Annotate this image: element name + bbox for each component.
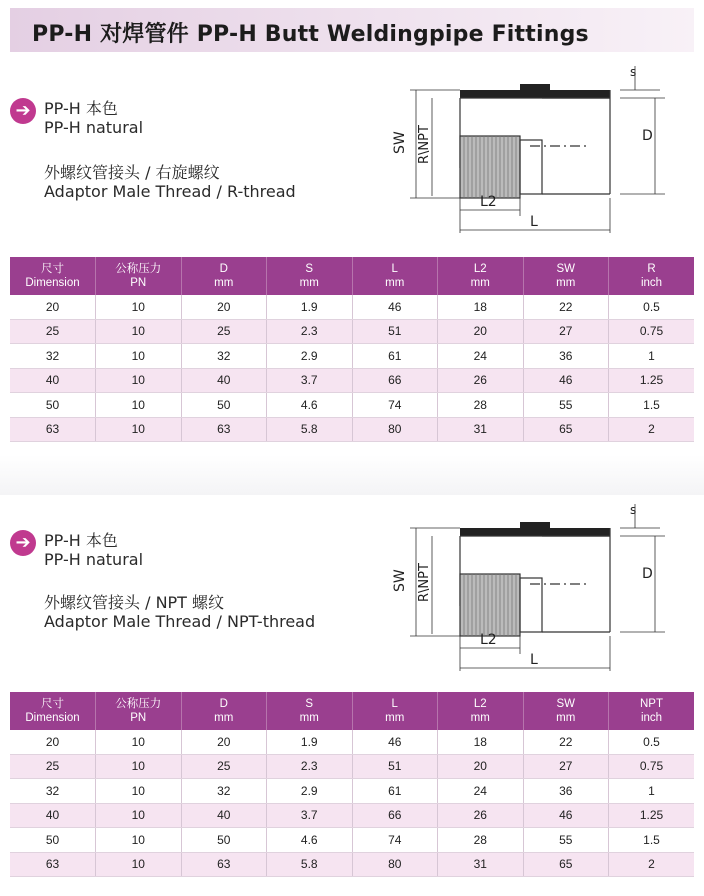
- table-cell: 1.25: [609, 368, 695, 393]
- section-2-s-label: s: [630, 503, 637, 517]
- section-2-sw-label: SW: [392, 569, 408, 592]
- section-2-product-cn: 外螺纹管接头 / NPT 螺纹: [44, 593, 225, 612]
- column-header-unit: Dimension: [25, 277, 80, 289]
- section-2-d-label: D: [642, 566, 653, 582]
- table-row: [10, 852, 694, 877]
- table-cell: 55: [523, 393, 609, 418]
- column-header: [10, 257, 96, 295]
- column-header-name: 公称压力: [115, 263, 162, 275]
- table-cell: 80: [352, 417, 438, 442]
- column-header: [438, 692, 524, 730]
- table-cell: 10: [96, 779, 182, 804]
- section-divider: [0, 455, 704, 495]
- column-header-unit: mm: [470, 277, 490, 289]
- table-cell: 4.6: [267, 828, 353, 853]
- table-cell: 25: [10, 319, 96, 344]
- table-cell: 20: [10, 730, 96, 754]
- table-cell: 25: [181, 754, 267, 779]
- table-cell: 1.9: [267, 295, 353, 319]
- section-2-l2-label: L2: [480, 632, 497, 648]
- table-cell: 10: [96, 319, 182, 344]
- table-cell: 5.8: [267, 852, 353, 877]
- table-row: [10, 319, 694, 344]
- table-cell: 32: [10, 344, 96, 369]
- column-header-unit: mm: [556, 277, 576, 289]
- table-cell: 2.3: [267, 754, 353, 779]
- column-header-name: 公称压力: [115, 698, 162, 710]
- table-cell: 10: [96, 803, 182, 828]
- table-cell: 10: [96, 852, 182, 877]
- section-1-spec-table: [10, 257, 694, 442]
- table-row: [10, 828, 694, 853]
- column-header: [523, 257, 609, 295]
- table-cell: 36: [523, 779, 609, 804]
- table-cell: 2: [609, 417, 695, 442]
- column-header: [609, 257, 695, 295]
- table-cell: 18: [438, 295, 524, 319]
- arrow-right-icon: ➔: [10, 530, 36, 556]
- table-cell: 25: [181, 319, 267, 344]
- table-cell: 0.5: [609, 730, 695, 754]
- column-header: [181, 257, 267, 295]
- table-cell: 46: [523, 368, 609, 393]
- table-cell: 4.6: [267, 393, 353, 418]
- column-header: [523, 692, 609, 730]
- table-cell: 28: [438, 393, 524, 418]
- table-cell: 63: [10, 852, 96, 877]
- column-header-unit: mm: [385, 277, 405, 289]
- column-header-name: R: [647, 263, 656, 275]
- section-1-s-label: s: [630, 65, 637, 79]
- column-header-unit: inch: [640, 277, 663, 289]
- column-header-unit: PN: [130, 712, 147, 724]
- table-row: [10, 417, 694, 442]
- table-cell: 28: [438, 828, 524, 853]
- table-cell: 20: [438, 319, 524, 344]
- table-cell: 24: [438, 344, 524, 369]
- column-header: [438, 257, 524, 295]
- column-header: [96, 257, 182, 295]
- section-1-material-cn: PP-H 本色: [44, 99, 118, 118]
- section-1-product-cn: 外螺纹管接头 / 右旋螺纹: [44, 163, 220, 182]
- table-cell: 65: [523, 852, 609, 877]
- table-cell: 66: [352, 368, 438, 393]
- column-header-unit: inch: [640, 712, 663, 724]
- column-header-name: D: [219, 263, 228, 275]
- table-cell: 1.25: [609, 803, 695, 828]
- table-cell: 2.9: [267, 779, 353, 804]
- column-header: [609, 692, 695, 730]
- column-header-unit: Dimension: [25, 712, 80, 724]
- table-cell: 50: [10, 393, 96, 418]
- table-cell: 2: [609, 852, 695, 877]
- column-header: [267, 692, 353, 730]
- column-header-name: L2: [473, 698, 487, 710]
- section-1-l-label: L: [530, 214, 538, 230]
- table-cell: 46: [352, 730, 438, 754]
- table-cell: 26: [438, 368, 524, 393]
- table-cell: 63: [181, 417, 267, 442]
- column-header-name: S: [305, 698, 314, 710]
- table-cell: 18: [438, 730, 524, 754]
- column-header-name: S: [305, 263, 314, 275]
- table-cell: 1.5: [609, 828, 695, 853]
- table-cell: 40: [10, 803, 96, 828]
- table-cell: 40: [181, 368, 267, 393]
- table-row: [10, 368, 694, 393]
- table-cell: 0.75: [609, 319, 695, 344]
- table-cell: 40: [10, 368, 96, 393]
- table-cell: 32: [10, 779, 96, 804]
- table-cell: 2.9: [267, 344, 353, 369]
- table-cell: 50: [181, 393, 267, 418]
- table-cell: 63: [10, 417, 96, 442]
- page-title: PP-H 对焊管件 PP-H Butt Weldingpipe Fittings: [32, 22, 589, 47]
- table-cell: 20: [181, 730, 267, 754]
- table-cell: 80: [352, 852, 438, 877]
- table-cell: 36: [523, 344, 609, 369]
- table-cell: 61: [352, 779, 438, 804]
- table-cell: 74: [352, 828, 438, 853]
- table-cell: 40: [181, 803, 267, 828]
- table-cell: 55: [523, 828, 609, 853]
- table-row: [10, 295, 694, 319]
- section-2-product-en: Adaptor Male Thread / NPT-thread: [44, 612, 316, 631]
- table-cell: 10: [96, 393, 182, 418]
- table-cell: 1: [609, 344, 695, 369]
- table-cell: 0.75: [609, 754, 695, 779]
- column-header-name: L2: [473, 263, 487, 275]
- table-cell: 27: [523, 319, 609, 344]
- table-cell: 3.7: [267, 368, 353, 393]
- table-cell: 32: [181, 344, 267, 369]
- table-cell: 5.8: [267, 417, 353, 442]
- table-cell: 10: [96, 417, 182, 442]
- table-cell: 10: [96, 295, 182, 319]
- table-cell: 10: [96, 344, 182, 369]
- column-header-name: L: [391, 698, 398, 710]
- column-header-unit: mm: [214, 712, 234, 724]
- table-cell: 22: [523, 730, 609, 754]
- table-cell: 27: [523, 754, 609, 779]
- table-cell: 32: [181, 779, 267, 804]
- table-cell: 1.5: [609, 393, 695, 418]
- table-cell: 22: [523, 295, 609, 319]
- title-bar: [10, 8, 694, 52]
- table-row: [10, 344, 694, 369]
- table-cell: 66: [352, 803, 438, 828]
- table-cell: 61: [352, 344, 438, 369]
- column-header-name: SW: [556, 263, 576, 275]
- column-header: [10, 692, 96, 730]
- table-cell: 25: [10, 754, 96, 779]
- section-2-material-cn: PP-H 本色: [44, 531, 118, 550]
- table-cell: 50: [10, 828, 96, 853]
- table-cell: 0.5: [609, 295, 695, 319]
- table-cell: 20: [438, 754, 524, 779]
- column-header: [352, 692, 438, 730]
- column-header: [96, 692, 182, 730]
- section-2-technical-drawing: [380, 496, 680, 676]
- table-cell: 74: [352, 393, 438, 418]
- table-cell: 10: [96, 828, 182, 853]
- column-header-name: L: [391, 263, 398, 275]
- section-2-material-en: PP-H natural: [44, 550, 144, 569]
- table-cell: 46: [523, 803, 609, 828]
- column-header-name: 尺寸: [41, 263, 64, 275]
- table-cell: 50: [181, 828, 267, 853]
- section-2-l-label: L: [530, 652, 538, 668]
- column-header-name: NPT: [640, 698, 663, 710]
- section-1-sw-label: SW: [392, 131, 408, 154]
- column-header-unit: mm: [299, 277, 319, 289]
- column-header-name: D: [219, 698, 228, 710]
- table-row: [10, 393, 694, 418]
- table-cell: 31: [438, 417, 524, 442]
- section-1-material-en: PP-H natural: [44, 118, 144, 137]
- table-row: [10, 730, 694, 754]
- table-row: [10, 779, 694, 804]
- table-cell: 26: [438, 803, 524, 828]
- table-cell: 24: [438, 779, 524, 804]
- column-header-unit: mm: [214, 277, 234, 289]
- table-cell: 46: [352, 295, 438, 319]
- arrow-right-icon: ➔: [10, 98, 36, 124]
- table-cell: 20: [181, 295, 267, 319]
- table-cell: 10: [96, 754, 182, 779]
- column-header-unit: mm: [385, 712, 405, 724]
- section-1-d-label: D: [642, 128, 653, 144]
- table-cell: 1.9: [267, 730, 353, 754]
- table-cell: 63: [181, 852, 267, 877]
- table-cell: 65: [523, 417, 609, 442]
- table-cell: 51: [352, 319, 438, 344]
- column-header-unit: PN: [130, 277, 147, 289]
- section-1-technical-drawing: [380, 58, 680, 238]
- table-cell: 20: [10, 295, 96, 319]
- column-header: [267, 257, 353, 295]
- table-cell: 2.3: [267, 319, 353, 344]
- column-header-unit: mm: [299, 712, 319, 724]
- section-1-product-en: Adaptor Male Thread / R-thread: [44, 182, 296, 201]
- section-2-spec-table: [10, 692, 694, 877]
- table-cell: 3.7: [267, 803, 353, 828]
- column-header-unit: mm: [470, 712, 490, 724]
- table-cell: 10: [96, 368, 182, 393]
- table-row: [10, 803, 694, 828]
- section-1-thread-label: R\NPT: [417, 125, 432, 164]
- table-cell: 10: [96, 730, 182, 754]
- section-1-l2-label: L2: [480, 194, 497, 210]
- table-cell: 51: [352, 754, 438, 779]
- column-header: [352, 257, 438, 295]
- column-header-name: SW: [556, 698, 576, 710]
- table-row: [10, 754, 694, 779]
- column-header-name: 尺寸: [41, 698, 64, 710]
- table-cell: 1: [609, 779, 695, 804]
- column-header-unit: mm: [556, 712, 576, 724]
- section-2-thread-label: R\NPT: [417, 563, 432, 602]
- column-header: [181, 692, 267, 730]
- table-cell: 31: [438, 852, 524, 877]
